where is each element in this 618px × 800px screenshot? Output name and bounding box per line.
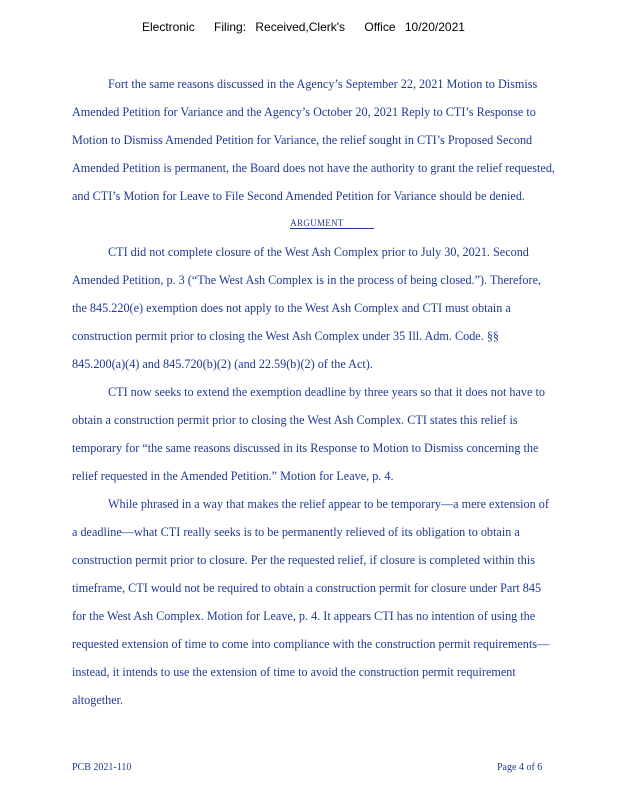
paragraph-extension [72, 378, 592, 490]
paragraph-closure [72, 238, 592, 378]
paragraph-conclusion [72, 70, 592, 210]
paragraph-permanent-relief [72, 490, 592, 714]
text-line: and CTI’s Motion for Leave to File Second Amended Petition for Variance should be denied. [72, 189, 525, 203]
text-line: the 845.220(e) exemption does not apply to the West Ash Complex and CTI must obtain a [72, 301, 511, 315]
text-line: Amended Petition, p. 3 (“The West Ash Complex is in the process of being closed.”). Therefore, [72, 273, 542, 287]
text-line: CTI did not complete closure of the West Ash Complex prior to July 30, 2021. Second [108, 245, 529, 259]
text-line: relief requested in the Amended Petition.” Motion for Leave, p. 4. [72, 469, 394, 483]
text-line: altogether. [72, 693, 124, 707]
text-line: for the West Ash Complex. Motion for Leave, p. 4. It appears CTI has no intention of using the [72, 609, 536, 623]
text-line: a deadline—what CTI really seeks is to be permanently relieved of its obligation to obtain a [72, 525, 520, 539]
text-line: construction permit prior to closing the West Ash Complex under 35 Ill. Adm. Code. §§ [72, 329, 500, 343]
header-date: 10/20/2021 [404, 20, 465, 34]
text-line: instead, it intends to use the extension of time to avoid the construction permit requirement [72, 665, 516, 679]
text-line: Amended Petition is permanent, the Board does not have the authority to grant the relief requested, [72, 161, 555, 175]
document-body [72, 70, 592, 714]
text-line: 845.200(a)(4) and 845.720(b)(2) (and 22.59(b)(2) of the Act). [72, 357, 373, 371]
section-heading [72, 210, 592, 238]
section-heading-text: ARGUMENT [290, 218, 373, 229]
text-line: timeframe, CTI would not be required to obtain a construction permit for closure under Part 845 [72, 581, 542, 595]
footer-case-number: PCB 2021-110 [72, 762, 132, 773]
footer-page-number: Page 4 of 6 [497, 762, 543, 773]
filing-header [142, 20, 471, 34]
text-line: Fort the same reasons discussed in the Agency’s September 22, 2021 Motion to Dismiss [108, 77, 538, 91]
text-line: Motion to Dismiss Amended Petition for Variance, the relief sought in CTI’s Proposed Second [72, 133, 533, 147]
text-line: CTI now seeks to extend the exemption deadline by three years so that it does not have to [108, 385, 545, 399]
text-line: requested extension of time to come into compliance with the construction permit requirements— [72, 637, 550, 651]
header-filing: Filing: [214, 20, 247, 34]
header-electronic: Electronic [142, 20, 195, 34]
header-office: Office [364, 20, 396, 34]
text-line: Amended Petition for Variance and the Agency’s October 20, 2021 Reply to CTI’s Response to [72, 105, 536, 119]
header-received: Received,Clerk's [255, 20, 346, 34]
text-line: obtain a construction permit prior to closing the West Ash Complex. CTI states this relief is [72, 413, 518, 427]
text-line: construction permit prior to closure. Per the requested relief, if closure is completed within this [72, 553, 536, 567]
text-line: While phrased in a way that makes the relief appear to be temporary—a mere extension of [108, 497, 549, 511]
text-line: temporary for “the same reasons discussed in its Response to Motion to Dismiss concerning the [72, 441, 539, 455]
